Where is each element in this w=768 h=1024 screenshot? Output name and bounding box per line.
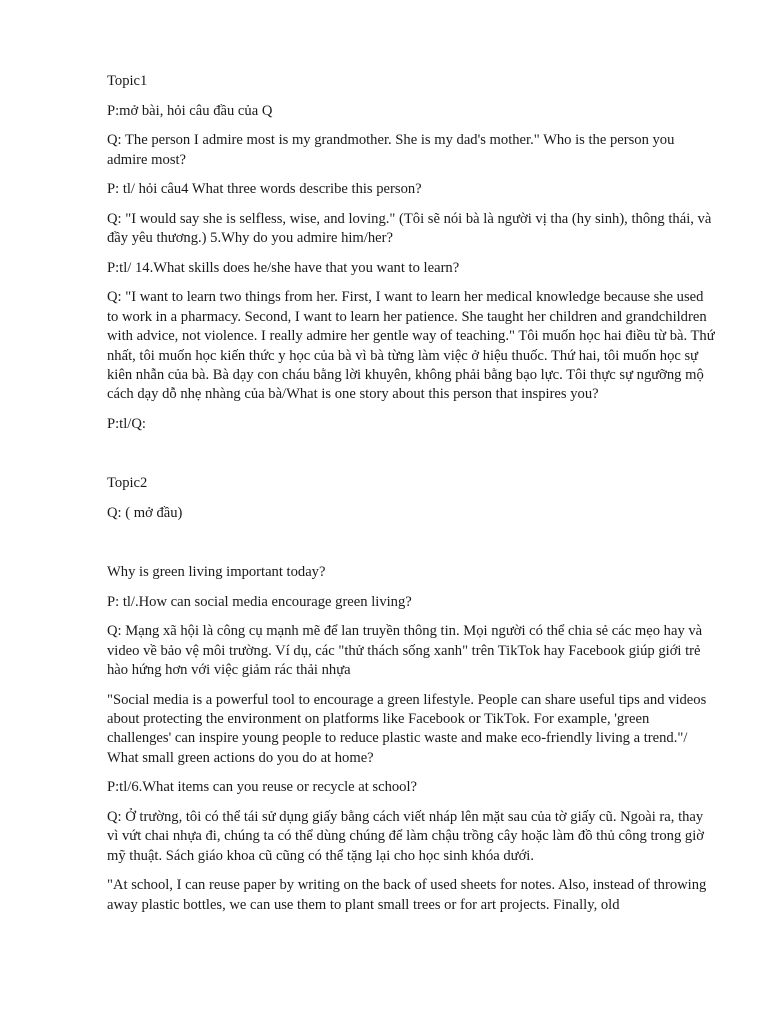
- paragraph: "Social media is a powerful tool to encourage a green lifestyle. People can share useful tips and videos about protecting the environment on platforms like Facebook or TikTok. For example, 'green challenges' can inspire young people to reduce plastic waste and make eco-friendly living a trend."/ What small green actions do you do at home?: [107, 691, 710, 766]
- paragraph: Q: Ở trường, tôi có thể tái sử dụng giấy bằng cách viết nháp lên mặt sau của tờ giấy cũ. Ngoài ra, thay vì vứt chai nhựa đi, chúng ta có thể dùng chúng để làm chậu trồng cây hoặc làm đồ thủ công trong giờ mỹ thuật. Sách giáo khoa cũ cũng có thể tặng lại cho học sinh khóa dưới.: [107, 808, 708, 864]
- paragraph: "At school, I can reuse paper by writing on the back of used sheets for notes. Also, instead of throwing away plastic bottles, we can use them to plant small trees or for art projects. Finally, old: [107, 877, 710, 913]
- topic-heading: Topic2: [107, 475, 148, 492]
- blank-line: [107, 445, 715, 475]
- topic-heading: Topic1: [107, 73, 148, 89]
- paragraph: Q: "I would say she is selfless, wise, and loving." (Tôi sẽ nói bà là người vị tha (hy sinh), thông thái, và đầy yêu thương.) 5.Why do you admire him/her?: [107, 210, 715, 247]
- document-page: [107, 72, 719, 925]
- blank-line: [107, 533, 715, 563]
- paragraph: Why is green living important today?: [107, 563, 326, 580]
- paragraph: Q: ( mở đầu): [107, 504, 183, 521]
- paragraph: P:tl/6.What items can you reuse or recycle at school?: [107, 779, 418, 796]
- paragraph: Q: The person I admire most is my grandmother. She is my dad's mother." Who is the person you admire most?: [107, 132, 679, 168]
- paragraph: P: tl/.How can social media encourage green living?: [107, 593, 412, 610]
- paragraph: Q: "I want to learn two things from her. First, I want to learn her medical knowledge because she used to work in a pharmacy. Second, I want to learn her patience. She taught her children and grandchildren with advice, not violence. I really admire her gentle way of teaching." Tôi muốn học hai điều từ bà. Thứ nhất, tôi muốn học kiến thức y học của bà vì bà từng làm việc ở hiệu thuốc. Thứ hai, tôi muốn học sự kiên nhẫn của bà. Bà dạy con cháu bằng lời khuyên, không phải bằng bạo lực. Tôi thực sự ngưỡng mộ cách dạy dỗ nhẹ nhàng của bà/What is one story about this person that inspires you?: [107, 289, 719, 403]
- paragraph: P:tl/ 14.What skills does he/she have that you want to learn?: [107, 259, 460, 276]
- paragraph: P:mở bài, hỏi câu đầu của Q: [107, 102, 273, 119]
- paragraph: Q: Mạng xã hội là công cụ mạnh mẽ để lan truyền thông tin. Mọi người có thể chia sẻ các mẹo hay và video về bảo vệ môi trường. Ví dụ, các "thử thách sống xanh" trên TikTok hay Facebook giúp giới trẻ hào hứng hơn với việc giảm rác thải nhựa: [107, 623, 706, 678]
- paragraph: P:tl/Q:: [107, 416, 146, 432]
- paragraph: P: tl/ hỏi câu4 What three words describe this person?: [107, 181, 422, 198]
